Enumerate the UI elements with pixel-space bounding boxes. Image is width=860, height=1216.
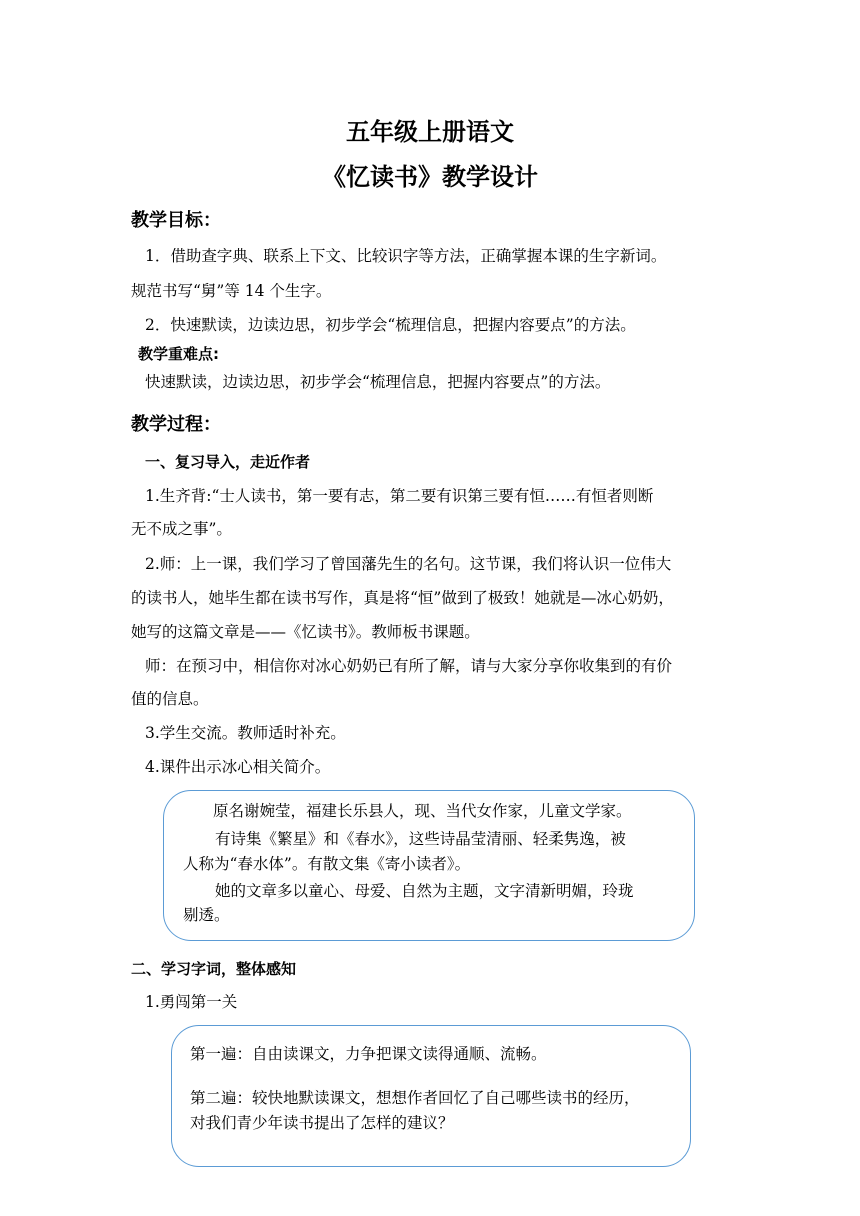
author-intro-line-1: 原名谢婉莹，福建长乐县人，现、当代女作家，儿童文学家。: [213, 802, 632, 820]
section-1-p2-line-1: 2.师：上一课，我们学习了曾国藩先生的名句。这节课，我们将认识一位伟大: [145, 555, 672, 573]
section-1-p2-line-3: 她写的这篇文章是——《忆读书》。教师板书课题。: [131, 623, 480, 641]
author-intro-line-5: 剔透。: [183, 906, 230, 924]
goal-item-1-line-1: 1．借助查字典、联系上下文、比较识字等方法，正确掌握本课的生字新词。: [145, 247, 667, 265]
reading-task-2-line-2: 对我们青少年读书提出了怎样的建议？: [190, 1114, 454, 1132]
goal-item-1-line-2: 规范书写“舅”等 14 个生字。: [131, 282, 332, 300]
section-1-p4: 3.学生交流。教师适时补充。: [145, 724, 346, 742]
author-intro-line-3: 人称为“春水体”。有散文集《寄小读者》。: [183, 855, 471, 873]
process-heading: 教学过程：: [131, 414, 221, 435]
reading-task-2-line-1: 第二遍：较快地默读课文，想想作者回忆了自己哪些读书的经历，: [190, 1089, 640, 1107]
goal-item-2: 2．快速默读，边读边思，初步学会“梳理信息，把握内容要点”的方法。: [145, 316, 636, 334]
section-1-p1-line-2: 无不成之事”。: [131, 520, 232, 538]
key-points-text: 快速默读，边读边思，初步学会“梳理信息，把握内容要点”的方法。: [145, 373, 611, 391]
section-1-heading: 一、复习导入，走近作者: [145, 453, 311, 471]
section-1-p3-line-1: 师：在预习中，相信你对冰心奶奶已有所了解，请与大家分享你收集到的有价: [145, 657, 673, 675]
section-2-heading: 二、学习字词，整体感知: [131, 960, 297, 978]
section-1-p3-line-2: 值的信息。: [131, 690, 209, 708]
reading-task-1: 第一遍：自由读课文，力争把课文读得通顺、流畅。: [190, 1045, 547, 1063]
section-1-p2-line-2: 的读书人，她毕生都在读书写作，真是将“恒”做到了极致！她就是—冰心奶奶，: [131, 589, 674, 607]
section-1-p5: 4.课件出示冰心相关简介。: [145, 758, 331, 776]
key-points-heading: 教学重难点:: [138, 345, 219, 363]
goals-heading: 教学目标：: [131, 210, 221, 231]
section-2-p1: 1.勇闯第一关: [145, 993, 238, 1011]
document-title: 五年级上册语文: [346, 118, 514, 146]
document-subtitle: 《忆读书》教学设计: [322, 163, 538, 191]
author-intro-line-2: 有诗集《繁星》和《春水》，这些诗晶莹清丽、轻柔隽逸，被: [215, 830, 626, 848]
section-1-p1-line-1: 1.生齐背:“士人读书，第一要有志，第二要有识第三要有恒……有恒者则断: [145, 487, 654, 505]
author-intro-line-4: 她的文章多以童心、母爱、自然为主题，文字清新明媚，玲珑: [215, 882, 634, 900]
